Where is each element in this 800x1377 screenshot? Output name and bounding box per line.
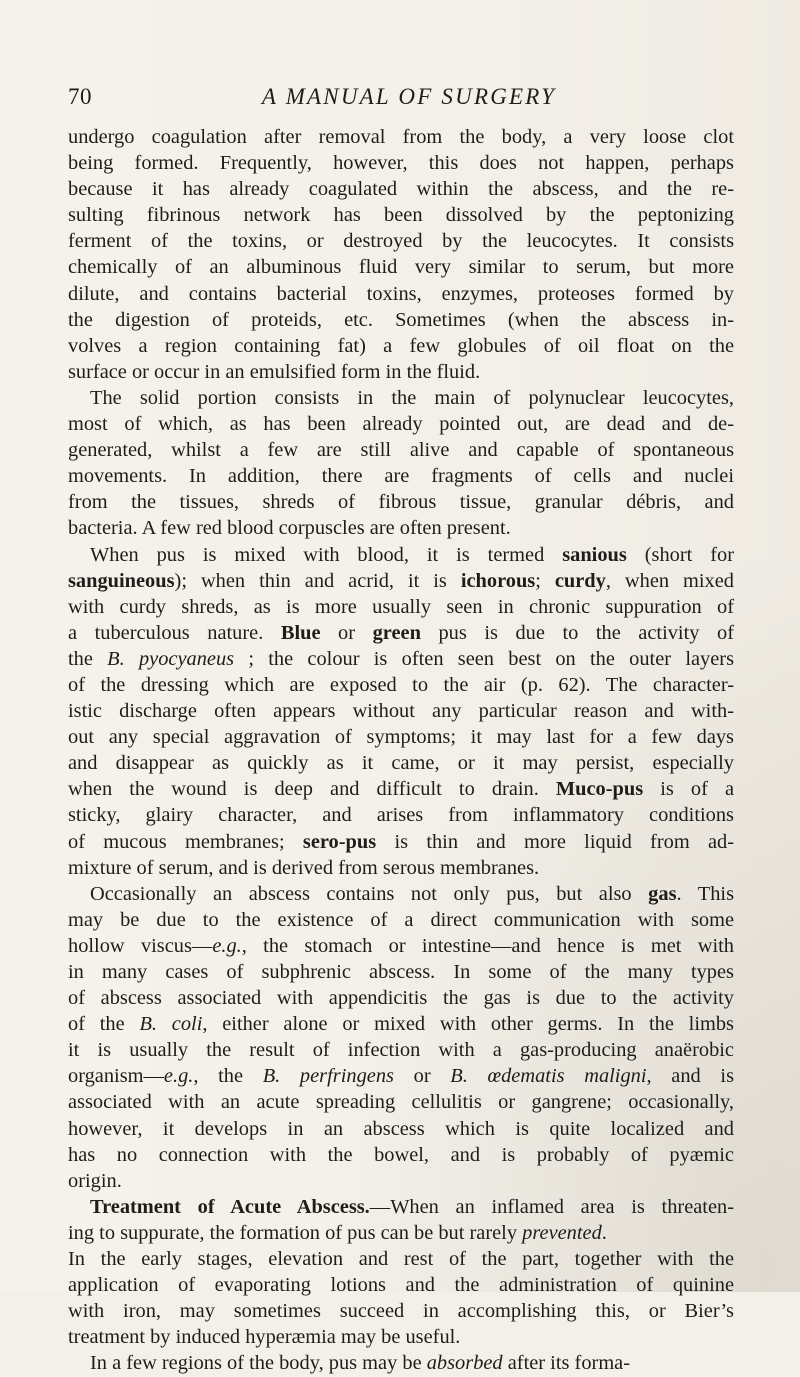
text-run: , the stomach or intestine—and hence is met with xyxy=(241,934,734,957)
text-run: The solid portion consists in the main of polynuclear leucocytes, xyxy=(90,386,734,409)
text-run: chemically of an albuminous fluid very similar to serum, but more xyxy=(68,256,734,279)
text-line xyxy=(68,281,734,307)
bold-term: ichorous xyxy=(460,569,536,592)
text-line xyxy=(68,307,734,333)
text-run: mixture of serum, and is derived from serous membranes. xyxy=(68,856,540,879)
italic-term: e.g. xyxy=(163,1065,194,1088)
text-line xyxy=(68,776,734,802)
text-run: being formed. Frequently, however, this does not happen, perhaps xyxy=(68,152,734,175)
text-run: dilute, and contains bacterial toxins, enzymes, proteoses formed by xyxy=(68,282,734,305)
text-run: Occasionally an abscess contains not only pus, but also xyxy=(90,882,649,905)
text-run: hollow viscus— xyxy=(68,934,213,957)
text-line xyxy=(68,802,734,828)
text-run: of abscess associated with appendicitis the gas is due to the activity xyxy=(68,987,734,1010)
text-run: ing to suppurate, the formation of pus can be but rarely xyxy=(68,1221,523,1244)
text-line xyxy=(68,594,734,620)
text-line xyxy=(68,672,734,698)
text-line xyxy=(68,150,734,176)
text-line xyxy=(68,333,734,359)
text-line xyxy=(68,724,734,750)
text-line xyxy=(68,1116,734,1142)
italic-term: B. coli xyxy=(139,1013,203,1036)
page-number: 70 xyxy=(68,84,92,109)
text-line xyxy=(68,855,734,881)
text-run: of the dressing which are exposed to the air (p. 62). The character- xyxy=(68,673,734,696)
text-line xyxy=(68,1089,734,1115)
page-header xyxy=(68,84,732,114)
text-line xyxy=(68,202,734,228)
text-run: of the xyxy=(68,1013,140,1036)
text-run: organism— xyxy=(68,1065,164,1088)
bold-term: Treatment of Acute Abscess. xyxy=(90,1195,370,1218)
text-run: because it has already coagulated within the abscess, and the re- xyxy=(68,178,734,201)
text-line xyxy=(68,1011,734,1037)
italic-term: e.g. xyxy=(212,934,242,957)
italic-term: prevented xyxy=(522,1221,602,1244)
text-run: may be due to the existence of a direct communication with some xyxy=(68,908,734,931)
bold-term: sanguineous xyxy=(68,569,175,592)
body-text xyxy=(68,124,734,1377)
text-line xyxy=(68,1063,734,1089)
text-run: a tuberculous nature. xyxy=(68,621,281,644)
text-line xyxy=(68,1324,734,1350)
text-run: , either alone or mixed with other germs. In the limbs xyxy=(202,1013,734,1036)
text-line xyxy=(68,568,734,594)
text-run: ; xyxy=(535,569,555,592)
text-run: In the early stages, elevation and rest of the part, together with the xyxy=(68,1248,734,1271)
bold-term: sero-pus xyxy=(302,830,377,853)
bold-term: gas xyxy=(648,882,677,905)
text-line xyxy=(68,907,734,933)
text-run: however, it develops in an abscess which is quite localized and xyxy=(68,1117,734,1140)
text-run: origin. xyxy=(68,1169,122,1192)
text-run: volves a region containing fat) a few globules of oil float on the xyxy=(68,334,734,357)
text-run: or xyxy=(393,1065,451,1088)
text-run: undergo coagulation after removal from the body, a very loose clot xyxy=(68,126,734,148)
text-run: . This xyxy=(676,882,735,905)
text-line xyxy=(68,542,734,568)
text-line xyxy=(68,933,734,959)
text-line xyxy=(68,698,734,724)
text-run: When pus is mixed with blood, it is termed xyxy=(90,543,563,566)
bold-term: green xyxy=(372,621,421,644)
text-line xyxy=(68,1298,734,1324)
text-run: in many cases of subphrenic abscess. In some of the many types xyxy=(68,961,734,983)
text-run: , and is xyxy=(646,1065,735,1088)
running-head: A MANUAL OF SURGERY xyxy=(261,84,557,109)
text-run: the digestion of proteids, etc. Sometimes (when the abscess in- xyxy=(68,308,734,331)
text-line xyxy=(68,463,734,489)
italic-term: B. pyocyaneus xyxy=(107,647,235,670)
text-line xyxy=(68,959,734,985)
text-line xyxy=(68,1037,734,1063)
text-run: —When an inflamed area is threaten- xyxy=(369,1195,735,1218)
text-run: ); when thin and acrid, it is xyxy=(174,569,461,592)
text-line xyxy=(68,1194,734,1220)
text-run: is of a xyxy=(643,778,734,801)
text-run: with curdy shreds, as is more usually seen in chronic suppuration of xyxy=(68,595,734,618)
text-run: after its forma- xyxy=(502,1352,631,1375)
italic-term: absorbed xyxy=(426,1352,503,1375)
text-run: of mucous membranes; xyxy=(68,830,303,853)
text-run: istic discharge often appears without any particular reason and with- xyxy=(68,700,734,723)
text-run: In a few regions of the body, pus may be xyxy=(90,1352,427,1375)
text-run: most of which, as has been already pointed out, are dead and de- xyxy=(68,413,734,436)
text-run: is thin and more liquid from ad- xyxy=(376,830,734,853)
text-run: it is usually the result of infection with a gas-producing anaërobic xyxy=(68,1039,734,1062)
text-run: , when mixed xyxy=(605,569,734,592)
text-line xyxy=(68,254,734,280)
text-run: out any special aggravation of symptoms; it may last for a few days xyxy=(68,726,734,749)
text-line xyxy=(68,385,734,411)
text-line xyxy=(68,359,734,385)
text-run: treatment by induced hyperæmia may be useful. xyxy=(68,1326,461,1349)
text-line xyxy=(68,620,734,646)
text-run: or xyxy=(320,621,373,644)
text-line xyxy=(68,437,734,463)
text-run: application of evaporating lotions and the administration of quinine xyxy=(68,1274,734,1297)
text-run: surface or occur in an emulsified form in the fluid. xyxy=(68,360,481,383)
text-run: , the xyxy=(193,1065,263,1088)
text-run: bacteria. A few red blood corpuscles are often present. xyxy=(68,517,511,540)
text-line xyxy=(68,1220,734,1246)
text-line xyxy=(68,228,734,254)
text-run: associated with an acute spreading cellulitis or gangrene; occasionally, xyxy=(68,1091,734,1114)
bold-term: curdy xyxy=(554,569,606,592)
text-line xyxy=(68,489,734,515)
text-line xyxy=(68,750,734,776)
text-run: ; the colour is often seen best on the outer layers xyxy=(234,647,734,670)
text-line xyxy=(68,411,734,437)
text-line xyxy=(68,1350,734,1376)
text-run: the xyxy=(68,647,108,670)
text-line xyxy=(68,124,734,150)
text-run: and disappear as quickly as it came, or it may persist, especially xyxy=(68,752,734,775)
text-line xyxy=(68,515,734,541)
italic-term: B. œdematis maligni xyxy=(450,1065,647,1088)
bold-term: Muco-pus xyxy=(555,778,644,801)
text-run: ferment of the toxins, or destroyed by the leucocytes. It consists xyxy=(68,230,734,253)
text-line xyxy=(68,1142,734,1168)
text-line xyxy=(68,176,734,202)
text-run: sticky, glairy character, and arises from inflammatory conditions xyxy=(68,804,734,827)
text-run: sulting fibrinous network has been dissolved by the peptonizing xyxy=(68,204,734,227)
text-line xyxy=(68,1168,734,1194)
text-run: . xyxy=(601,1221,607,1244)
text-run: movements. In addition, there are fragments of cells and nuclei xyxy=(68,465,734,488)
bold-term: Blue xyxy=(280,621,321,644)
text-line xyxy=(68,1272,734,1298)
text-line xyxy=(68,1246,734,1272)
text-run: pus is due to the activity of xyxy=(420,621,734,644)
text-run: generated, whilst a few are still alive and capable of spontaneous xyxy=(68,439,734,462)
text-run: from the tissues, shreds of fibrous tissue, granular débris, and xyxy=(68,491,734,514)
text-line xyxy=(68,829,734,855)
bold-term: sanious xyxy=(562,543,627,566)
text-line xyxy=(68,985,734,1011)
text-run: has no connection with the bowel, and is probably of pyæmic xyxy=(68,1143,734,1166)
text-line xyxy=(68,646,734,672)
text-line xyxy=(68,881,734,907)
text-run: with iron, may sometimes succeed in accomplishing this, or Bier’s xyxy=(68,1300,734,1323)
text-run: (short for xyxy=(626,543,735,566)
text-run: when the wound is deep and difficult to drain. xyxy=(68,778,556,801)
italic-term: B. perfringens xyxy=(262,1065,394,1088)
